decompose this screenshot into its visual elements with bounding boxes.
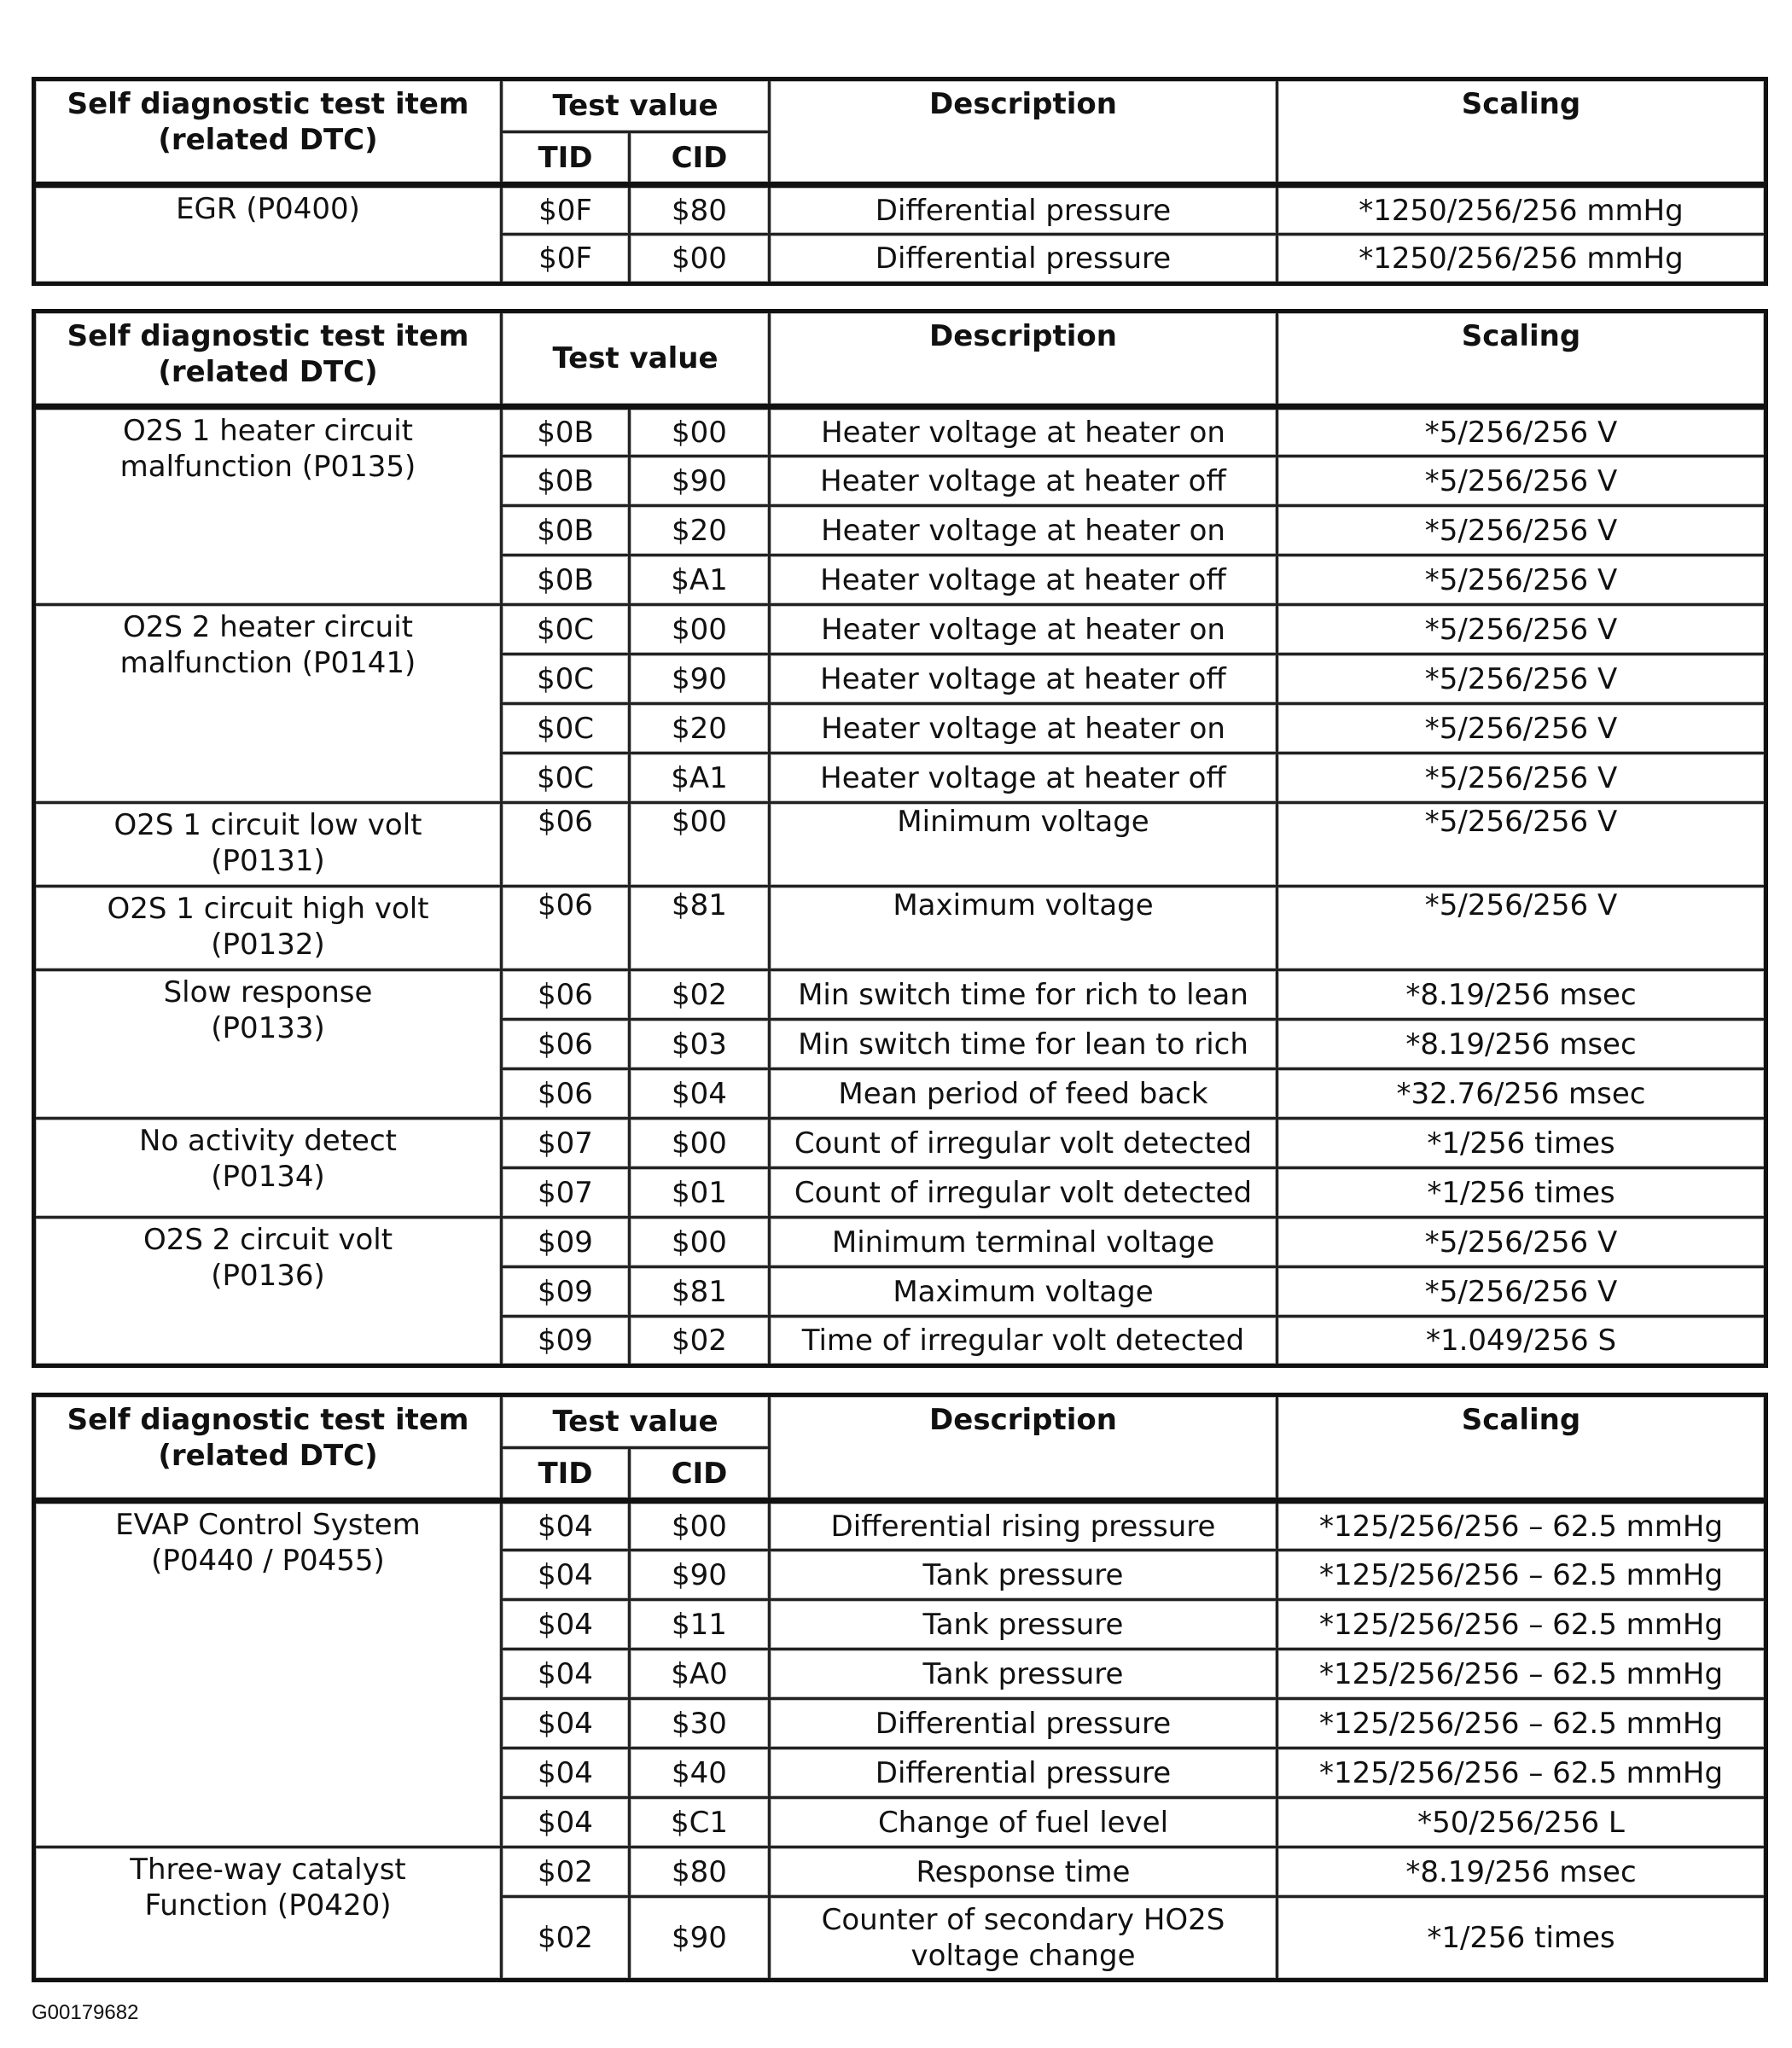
description-cell: Heater voltage at heater off <box>770 655 1277 704</box>
tid-cell: $04 <box>502 1501 630 1551</box>
header-item-line-1: Self diagnostic test item <box>67 319 469 353</box>
description-cell: Heater voltage at heater off <box>770 556 1277 605</box>
test-item-line: O2S 1 circuit low volt <box>113 808 422 842</box>
scaling-cell: *5/256/256 V <box>1277 753 1766 803</box>
header-scaling: Scaling <box>1277 1395 1766 1501</box>
test-item-line: (P0136) <box>211 1259 325 1293</box>
description-cell: Counter of secondary HO2S voltage change <box>770 1897 1277 1981</box>
tid-cell: $06 <box>502 1069 630 1119</box>
tid-cell: $04 <box>502 1748 630 1798</box>
table-row <box>34 1218 1766 1267</box>
test-item-cell <box>34 803 502 887</box>
header-test-value: Test value <box>502 311 770 407</box>
table-row <box>34 1119 1766 1168</box>
header-test-value: Test value <box>502 1395 770 1448</box>
test-item-cell <box>34 1847 502 1981</box>
table-row <box>34 1847 1766 1897</box>
tid-cell: $09 <box>502 1267 630 1317</box>
scaling-cell: *125/256/256 – 62.5 mmHg <box>1277 1748 1766 1798</box>
description-cell: Tank pressure <box>770 1649 1277 1699</box>
cid-cell: $01 <box>630 1168 770 1218</box>
test-item-line: malfunction (P0135) <box>119 450 416 484</box>
description-cell: Min switch time for rich to lean <box>770 970 1277 1020</box>
table-row <box>34 970 1766 1020</box>
cid-cell: $11 <box>630 1600 770 1649</box>
cid-cell: $20 <box>630 506 770 556</box>
test-item-line: EGR (P0400) <box>176 192 360 226</box>
scaling-cell: *5/256/256 V <box>1277 506 1766 556</box>
test-item-cell <box>34 887 502 970</box>
header-item <box>34 79 502 185</box>
description-cell: Minimum terminal voltage <box>770 1218 1277 1267</box>
test-item-line: Function (P0420) <box>144 1888 392 1923</box>
table-row <box>34 803 1766 887</box>
description-cell: Heater voltage at heater on <box>770 704 1277 753</box>
header-item <box>34 1395 502 1501</box>
description-cell: Count of irregular volt detected <box>770 1119 1277 1168</box>
test-item-line: EVAP Control System <box>115 1508 421 1542</box>
figure-code: G00179682 <box>32 2001 139 2024</box>
cid-cell: $20 <box>630 704 770 753</box>
cid-cell: $A1 <box>630 556 770 605</box>
description-cell: Count of irregular volt detected <box>770 1168 1277 1218</box>
header-cid: CID <box>630 1448 770 1501</box>
tid-cell: $07 <box>502 1119 630 1168</box>
test-item-line: Slow response <box>163 975 373 1009</box>
cid-cell: $90 <box>630 655 770 704</box>
cid-cell: $80 <box>630 185 770 235</box>
scaling-cell: *50/256/256 L <box>1277 1798 1766 1847</box>
cid-cell: $00 <box>630 1501 770 1551</box>
header-description: Description <box>770 311 1277 407</box>
test-item-cell <box>34 185 502 284</box>
cid-cell: $81 <box>630 1267 770 1317</box>
scaling-cell: *8.19/256 msec <box>1277 970 1766 1020</box>
description-cell: Min switch time for lean to rich <box>770 1020 1277 1069</box>
cid-cell: $00 <box>630 605 770 655</box>
tid-cell: $06 <box>502 803 630 887</box>
header-item-line-2: (related DTC) <box>158 355 378 389</box>
description-cell: Differential pressure <box>770 185 1277 235</box>
test-item-cell <box>34 407 502 605</box>
cid-cell: $02 <box>630 970 770 1020</box>
tid-cell: $06 <box>502 1020 630 1069</box>
header-test-value: Test value <box>502 79 770 132</box>
scaling-cell: *5/256/256 V <box>1277 556 1766 605</box>
test-item-cell <box>34 1119 502 1218</box>
cid-cell: $90 <box>630 1551 770 1600</box>
description-cell: Heater voltage at heater on <box>770 605 1277 655</box>
o2s-diagnostic-table <box>32 309 1768 1368</box>
test-item-line: O2S 2 circuit volt <box>143 1223 393 1257</box>
scaling-cell: *125/256/256 – 62.5 mmHg <box>1277 1699 1766 1748</box>
scaling-cell: *125/256/256 – 62.5 mmHg <box>1277 1501 1766 1551</box>
table-row <box>34 185 1766 235</box>
description-cell: Heater voltage at heater off <box>770 457 1277 506</box>
tid-cell: $04 <box>502 1649 630 1699</box>
tid-cell: $0B <box>502 457 630 506</box>
test-item-line: (P0132) <box>211 928 325 962</box>
scaling-cell: *8.19/256 msec <box>1277 1847 1766 1897</box>
test-item-line: Three-way catalyst <box>130 1853 406 1887</box>
scaling-cell: *5/256/256 V <box>1277 605 1766 655</box>
header-item-line-2: (related DTC) <box>158 123 378 157</box>
test-item-cell <box>34 970 502 1119</box>
scaling-cell: *5/256/256 V <box>1277 1267 1766 1317</box>
header-item-line-1: Self diagnostic test item <box>67 87 469 121</box>
cid-cell: $00 <box>630 803 770 887</box>
cid-cell: $00 <box>630 1119 770 1168</box>
cid-cell: $C1 <box>630 1798 770 1847</box>
description-cell: Maximum voltage <box>770 1267 1277 1317</box>
tid-cell: $0C <box>502 704 630 753</box>
header-cid: CID <box>630 132 770 185</box>
description-cell: Heater voltage at heater on <box>770 407 1277 457</box>
description-cell: Change of fuel level <box>770 1798 1277 1847</box>
table-row <box>34 1501 1766 1551</box>
cid-cell: $00 <box>630 235 770 284</box>
cid-cell: $03 <box>630 1020 770 1069</box>
scaling-cell: *8.19/256 msec <box>1277 1020 1766 1069</box>
tid-cell: $09 <box>502 1218 630 1267</box>
test-item-line: No activity detect <box>139 1124 397 1158</box>
tid-cell: $0C <box>502 605 630 655</box>
description-cell: Differential pressure <box>770 1699 1277 1748</box>
table-body <box>34 407 1766 1366</box>
header-scaling: Scaling <box>1277 311 1766 407</box>
cid-cell: $A0 <box>630 1649 770 1699</box>
tid-cell: $07 <box>502 1168 630 1218</box>
scaling-cell: *5/256/256 V <box>1277 887 1766 970</box>
test-item-line: O2S 1 heater circuit <box>123 414 413 448</box>
tid-cell: $04 <box>502 1798 630 1847</box>
test-item-line: O2S 2 heater circuit <box>123 610 413 644</box>
tid-cell: $0B <box>502 407 630 457</box>
header-scaling: Scaling <box>1277 79 1766 185</box>
tid-cell: $06 <box>502 970 630 1020</box>
cid-cell: $81 <box>630 887 770 970</box>
scaling-cell: *125/256/256 – 62.5 mmHg <box>1277 1600 1766 1649</box>
description-cell: Minimum voltage <box>770 803 1277 887</box>
header-tid: TID <box>502 132 630 185</box>
header-item <box>34 311 502 407</box>
scaling-cell: *5/256/256 V <box>1277 1218 1766 1267</box>
scaling-cell: *125/256/256 – 62.5 mmHg <box>1277 1649 1766 1699</box>
tid-cell: $0C <box>502 655 630 704</box>
header-item-line-1: Self diagnostic test item <box>67 1403 469 1437</box>
cid-cell: $04 <box>630 1069 770 1119</box>
description-cell: Mean period of feed back <box>770 1069 1277 1119</box>
cid-cell: $30 <box>630 1699 770 1748</box>
cid-cell: $00 <box>630 407 770 457</box>
scaling-cell: *1/256 times <box>1277 1119 1766 1168</box>
test-item-line: malfunction (P0141) <box>119 646 416 680</box>
test-item-line: (P0131) <box>211 844 325 878</box>
scaling-cell: *1250/256/256 mmHg <box>1277 185 1766 235</box>
cid-cell: $40 <box>630 1748 770 1798</box>
cid-cell: $00 <box>630 1218 770 1267</box>
tid-cell: $06 <box>502 887 630 970</box>
tid-cell: $04 <box>502 1699 630 1748</box>
scaling-cell: *1/256 times <box>1277 1168 1766 1218</box>
description-cell: Differential rising pressure <box>770 1501 1277 1551</box>
scaling-cell: *5/256/256 V <box>1277 655 1766 704</box>
description-cell: Differential pressure <box>770 235 1277 284</box>
table-row <box>34 887 1766 970</box>
tid-cell: $02 <box>502 1897 630 1981</box>
test-item-line: O2S 1 circuit high volt <box>107 892 429 926</box>
table-body <box>34 1501 1766 1981</box>
scaling-cell: *32.76/256 msec <box>1277 1069 1766 1119</box>
evap-catalyst-diagnostic-table <box>32 1393 1768 1982</box>
tid-cell: $0F <box>502 185 630 235</box>
tid-cell: $0B <box>502 556 630 605</box>
header-tid: TID <box>502 1448 630 1501</box>
test-item-line: (P0134) <box>211 1160 325 1194</box>
scaling-cell: *1/256 times <box>1277 1897 1766 1981</box>
header-item-line-2: (related DTC) <box>158 1439 378 1473</box>
description-cell: Heater voltage at heater on <box>770 506 1277 556</box>
scaling-cell: *5/256/256 V <box>1277 407 1766 457</box>
description-cell: Response time <box>770 1847 1277 1897</box>
tid-cell: $0F <box>502 235 630 284</box>
header-description: Description <box>770 1395 1277 1501</box>
tid-cell: $04 <box>502 1600 630 1649</box>
tid-cell: $09 <box>502 1317 630 1366</box>
scaling-cell: *5/256/256 V <box>1277 457 1766 506</box>
scaling-cell: *5/256/256 V <box>1277 704 1766 753</box>
scaling-cell: *1250/256/256 mmHg <box>1277 235 1766 284</box>
tid-cell: $02 <box>502 1847 630 1897</box>
egr-diagnostic-table <box>32 77 1768 286</box>
cid-cell: $02 <box>630 1317 770 1366</box>
test-item-line: (P0440 / P0455) <box>151 1544 385 1578</box>
table-row <box>34 605 1766 655</box>
description-cell: Tank pressure <box>770 1600 1277 1649</box>
cid-cell: $80 <box>630 1847 770 1897</box>
test-item-cell <box>34 605 502 803</box>
table-row <box>34 407 1766 457</box>
description-cell: Heater voltage at heater off <box>770 753 1277 803</box>
header-description: Description <box>770 79 1277 185</box>
test-item-cell <box>34 1501 502 1847</box>
table-body <box>34 185 1766 284</box>
tid-cell: $0B <box>502 506 630 556</box>
test-item-line: (P0133) <box>211 1011 325 1045</box>
scaling-cell: *1.049/256 S <box>1277 1317 1766 1366</box>
scaling-cell: *125/256/256 – 62.5 mmHg <box>1277 1551 1766 1600</box>
cid-cell: $90 <box>630 457 770 506</box>
test-item-cell <box>34 1218 502 1366</box>
scaling-cell: *5/256/256 V <box>1277 803 1766 887</box>
cid-cell: $A1 <box>630 753 770 803</box>
tid-cell: $04 <box>502 1551 630 1600</box>
description-cell: Differential pressure <box>770 1748 1277 1798</box>
description-cell: Time of irregular volt detected <box>770 1317 1277 1366</box>
description-cell: Maximum voltage <box>770 887 1277 970</box>
tid-cell: $0C <box>502 753 630 803</box>
description-cell: Tank pressure <box>770 1551 1277 1600</box>
cid-cell: $90 <box>630 1897 770 1981</box>
